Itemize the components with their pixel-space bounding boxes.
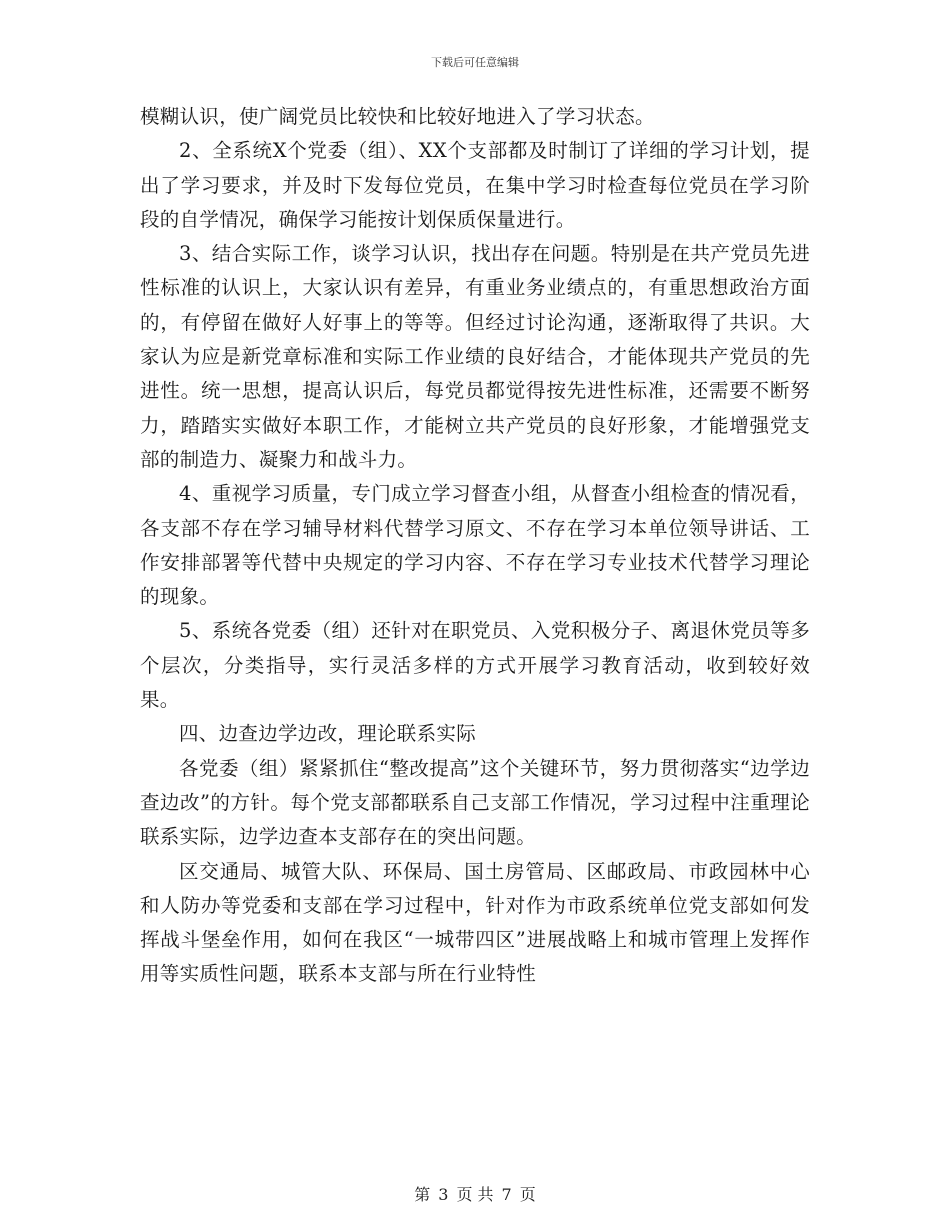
footer-total-pages: 7 xyxy=(501,1185,512,1204)
page-footer xyxy=(0,1182,950,1205)
paragraph-4: 4、重视学习质量，专门成立学习督查小组，从督查小组检查的情况看，各支部不存在学习辅导材料代替学习原文、不存在学习本单位领导讲话、工作安排部署等代替中央规定的学习内容、不存在学习专业技术代替学习理论的现象。 xyxy=(140,482,810,609)
page-header: 下载后可任意编辑 xyxy=(431,56,519,69)
footer-prefix: 第 xyxy=(414,1185,431,1204)
paragraph-7: 区交通局、城管大队、环保局、国土房管局、区邮政局、市政园林中心和人防办等党委和支部在学习过程中，针对作为市政系统单位党支部如何发挥战斗堡垒作用，如何在我区“一城带四区”进展战略上和城市管理上发挥作用等实质性问题，联系本支部与所在行业特性 xyxy=(140,859,810,986)
paragraph-3: 3、结合实际工作，谈学习认识，找出存在问题。特别是在共产党员先进性标准的认识上，大家认识有差异，有重业务业绩点的，有重思想政治方面的，有停留在做好人好事上的等等。但经过讨论沟通，逐渐取得了共识。大家认为应是新党章标准和实际工作业绩的良好结合，才能体现共产党员的先进性。统一思想，提高认识后，每党员都觉得按先进性标准，还需要不断努力，踏踏实实做好本职工作，才能树立共产党员的良好形象，才能增强党支部的制造力、凝聚力和战斗力。 xyxy=(140,242,810,471)
paragraph-1: 模糊认识，使广阔党员比较快和比较好地进入了学习状态。 xyxy=(140,105,655,128)
footer-suffix: 页 xyxy=(519,1185,536,1204)
paragraph-6: 各党委（组）紧紧抓住“整改提高”这个关键环节，努力贯彻落实“边学边查边改”的方针。每个党支部都联系自己支部工作情况，学习过程中注重理论联系实际，边学边查本支部存在的突出问题。 xyxy=(140,756,810,849)
footer-middle: 页 共 xyxy=(456,1185,494,1204)
footer-page-number: 3 xyxy=(438,1185,449,1204)
paragraph-2: 2、全系统X个党委（组）、XX个支部都及时制订了详细的学习计划，提出了学习要求，并及时下发每位党员，在集中学习时检查每位党员在学习阶段的自学情况，确保学习能按计划保质保量进行。 xyxy=(140,139,810,231)
document-body xyxy=(140,100,810,992)
section-heading: 四、边查边学边改，理论联系实际 xyxy=(179,722,477,746)
paragraph-5: 5、系统各党委（组）还针对在职党员、入党积极分子、离退休党员等多个层次，分类指导，实行灵活多样的方式开展学习教育活动，收到较好效果。 xyxy=(140,619,810,712)
